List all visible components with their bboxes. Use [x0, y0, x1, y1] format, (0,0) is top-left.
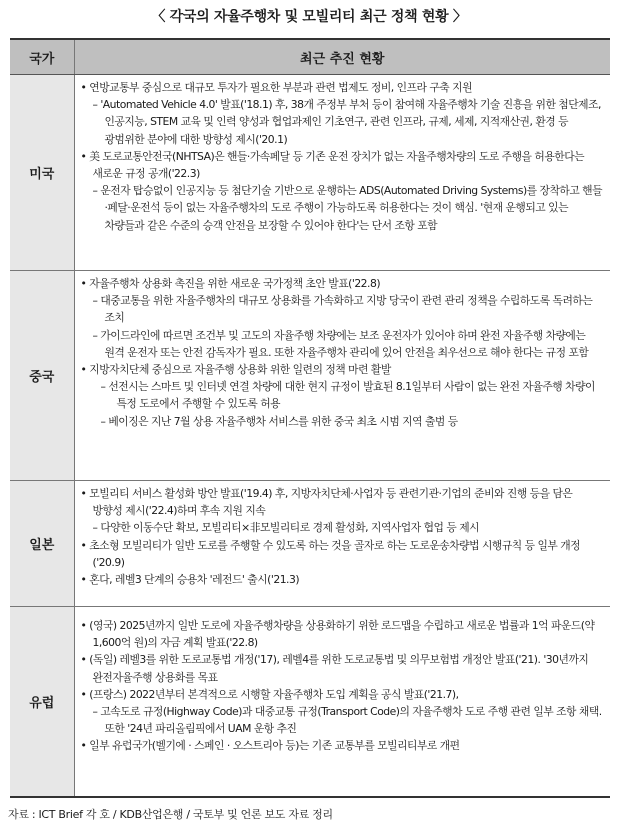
header-content: 최근 추진 현황 — [74, 39, 610, 75]
bullet-item: • 모빌리티 서비스 활성화 방안 발표('19.4) 후, 지방자치단체·사업자 등 관련기관·기업의 준비와 진행 등을 담은 방향성 제시('22.4)하며 후속 지원 지속 — [80, 487, 573, 518]
bullet-item: • 혼다, 레벨3 단계의 승용차 '레전드' 출시('21.3) — [80, 573, 300, 587]
table-header-row — [10, 39, 610, 75]
policy-table — [10, 38, 610, 798]
dash-item: – 'Automated Vehicle 4.0' 발표('18.1) 후, 38개 주정부 부처 등이 참여해 자율주행차 기술 진흥을 위한 첨단제조, 인공지능, STEM 교육 및 인력 양성과 협업과제인 기초연구, 관련 인프라, 규제, 세제, 지적재산권, 환경 등 광범위한 분야에 대한 방향성 제시('20.1) — [92, 98, 601, 146]
bullet-item: • 일부 유럽국가(벨기에 · 스페인 · 오스트리아 등)는 기존 교통부를 모빌리티부로 개편 — [80, 739, 460, 753]
country-cell: 일본 — [10, 481, 74, 607]
bullet-item: • (프랑스) 2022년부터 본격적으로 시행할 자율주행차 도입 계획을 공식 발표('21.7), — [80, 687, 459, 701]
page-title: 〈 각국의 자율주행차 및 모빌리티 최근 정책 현황 〉 — [151, 9, 467, 25]
bullet-item: • 美 도로교통안전국(NHTSA)은 핸들·가속페달 등 기존 운전 장치가 없는 자율주행차량의 도로 주행을 허용한다는 새로운 규정 공개('22.3) — [80, 149, 585, 181]
content-cell — [74, 75, 610, 271]
bullet-item: • 자율주행차 상용화 촉진을 위한 새로운 국가정책 초안 발표('22.8) — [80, 277, 381, 290]
content-cell — [74, 271, 610, 481]
country-cell: 미국 — [10, 75, 74, 271]
dash-item: – 운전자 탑승없이 인공지능 등 첨단기술 기반으로 운행하는 ADS(Automated Driving Systems)를 장착하고 핸들·페달·운전석 등이 없는 자율주행차의 도로 주행이 가능하도록 허용한다는 것이 핵심. '현재 운행되고 있는 차량들과 같은 수준의 승객 안전을 보장할 수 있어야 한다'는 단서 조항 포함 — [92, 184, 603, 232]
country-cell: 중국 — [10, 271, 74, 481]
dash-item: – 베이징은 지난 7월 상용 자율주행차 서비스를 위한 중국 최초 시범 지역 출범 등 — [100, 414, 458, 428]
dash-item: – 대중교통을 위한 자율주행차의 대규모 상용화를 가속화하고 지방 당국이 관련 관리 정책을 수립하도록 독려하는 조치 — [92, 294, 593, 325]
dash-item: – 고속도로 규정(Highway Code)과 대중교통 규정(Transport Code)의 자율주행차 도로 주행 관련 일부 조항 채택. 또한 '24년 파리올림픽에서 UAM 운항 추진 — [92, 705, 602, 736]
bullet-item: • 연방교통부 중심으로 대규모 투자가 필요한 부분과 관련 법제도 정비, 인프라 구축 지원 — [80, 81, 473, 94]
dash-item: – 선전시는 스마트 및 인터넷 연결 차량에 대한 현지 규정이 발효된 8.1일부터 사람이 없는 완전 자율주행 차량이 특정 도로에서 주행할 수 있도록 허용 — [100, 380, 595, 411]
dash-item: – 다양한 이동수단 확보, 모빌리티×非모빌리티로 경제 활성화, 지역사업자 협업 등 제시 — [92, 521, 480, 535]
content-cell — [74, 607, 610, 797]
table-row-europe — [10, 607, 610, 797]
bullet-item: • 초소형 모빌리티가 일반 도로를 주행할 수 있도록 하는 것을 골자로 하는 도로운송차량법 시행규칙 등 일부 개정('20.9) — [80, 538, 581, 569]
dash-item: – 가이드라인에 따르면 조건부 및 고도의 자율주행 차량에는 보조 운전자가 있어야 하며 완전 자율주행 차량에는 원격 운전자 또는 안전 감독자가 필요. 또한 자율주행차 관리에 있어 안전을 최우선으로 해야 한다는 규정 포함 — [92, 328, 589, 359]
bullet-item: • (독일) 레벨3를 위한 도로교통법 개정('17), 레벨4를 위한 도로교통법 및 의무보험법 개정안 발표('21). '30년까지 완전자율주행 상용화를 목표 — [80, 653, 589, 684]
table-row-china — [10, 271, 610, 481]
content-cell — [74, 481, 610, 607]
source-note: 자료 : ICT Brief 각 호 / KDB산업은행 / 국토부 및 언론 보도 자료 정리 — [8, 808, 333, 821]
table-row-japan — [10, 481, 610, 607]
table-row-usa — [10, 75, 610, 271]
country-cell: 유럽 — [10, 607, 74, 797]
header-country: 국가 — [10, 39, 74, 75]
bullet-item: • 지방자치단체 중심으로 자율주행 상용화 위한 일련의 정책 마련 활발 — [80, 363, 391, 377]
bullet-item: • (영국) 2025년까지 일반 도로에 자율주행차량을 상용화하기 위한 로드맵을 수립하고 새로운 법률과 1억 파운드(약 1,600억 원)의 자금 계획 발표('22.8) — [80, 619, 595, 650]
